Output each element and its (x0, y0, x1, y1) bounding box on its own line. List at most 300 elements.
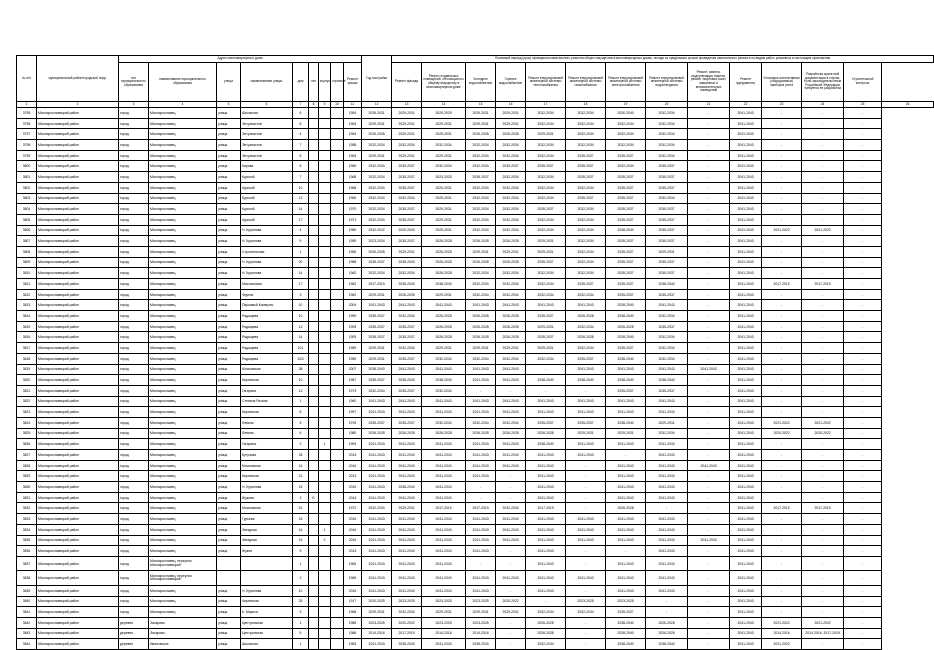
row-letter (309, 617, 319, 628)
row-street-name: К. Маркса (241, 607, 293, 618)
row-street-name: Н. Курилова (241, 585, 293, 596)
row-work-period: - (802, 257, 844, 268)
row-work-period: 2038-2040 (606, 300, 646, 311)
row-street-name: Курской (241, 193, 293, 204)
row-stroenie (331, 140, 344, 151)
row-work-period: 2032-2034 (362, 193, 392, 204)
row-number: 3829 (17, 471, 37, 482)
row-settlement-name: Малоярославец (149, 161, 217, 172)
row-settlement-name: Малоярославец (149, 585, 217, 596)
row-korpus (319, 214, 331, 225)
row-work-period: 2041-2043 (730, 236, 762, 247)
row-letter (309, 439, 319, 450)
row-letter (309, 311, 319, 322)
row-work-period: - (646, 503, 688, 514)
row-work-period: - (762, 172, 802, 183)
row-work-period: 2041-2043 (466, 460, 496, 471)
row-work-period: 2029-2031 (526, 321, 566, 332)
row-street-type: улица (217, 268, 241, 279)
row-korpus (319, 546, 331, 557)
row-work-period: 2032-2034 (392, 268, 422, 279)
row-work-period: - (688, 236, 730, 247)
row-street-name: Радищева (241, 353, 293, 364)
column-number: 26 (882, 102, 934, 108)
row-stroenie (331, 492, 344, 503)
row-stroenie (331, 375, 344, 386)
row-work-period: 2035-2037 (392, 182, 422, 193)
row-work-period: - (844, 428, 882, 439)
header-street-type: улица (217, 63, 241, 102)
column-number: 21 (688, 102, 730, 108)
row-work-period: 2032-2034 (526, 118, 566, 129)
row-number: 3802 (17, 182, 37, 193)
row-korpus (319, 585, 331, 596)
row-work-period: 2032-2034 (646, 150, 688, 161)
row-work-period: - (844, 482, 882, 493)
row-korpus (319, 385, 331, 396)
row-letter (309, 246, 319, 257)
row-district: Малоярославецкий район (37, 343, 119, 354)
row-work-period: 2035-2037 (392, 214, 422, 225)
row-number: 3825 (17, 428, 37, 439)
row-work-period: - (844, 375, 882, 386)
row-work-period: 2041-2043 (646, 482, 688, 493)
row-year-built: 2015 (344, 482, 362, 493)
column-number: 9 (319, 102, 331, 108)
row-street-type (217, 556, 241, 571)
row-work-period: - (762, 332, 802, 343)
row-work-period: - (802, 460, 844, 471)
row-work-period: 2038-2040 (606, 332, 646, 343)
row-stroenie (331, 524, 344, 535)
row-work-period: 2026-2028 (646, 617, 688, 628)
row-number: 3803 (17, 193, 37, 204)
row-work-period: 2026-2028 (466, 129, 496, 140)
row-number: 3842 (17, 617, 37, 628)
row-number: 3810 (17, 268, 37, 279)
row-letter (309, 375, 319, 386)
row-stroenie (331, 607, 344, 618)
row-work-period: - (762, 236, 802, 247)
row-work-period: 2029-2031 (392, 246, 422, 257)
row-street-name: Кутузова (241, 450, 293, 461)
row-work-period: 2032-2034 (466, 289, 496, 300)
row-work-period: 2029-2031 (362, 118, 392, 129)
row-work-period: 2041-2043 (730, 428, 762, 439)
row-stroenie (331, 503, 344, 514)
row-work-period: - (844, 546, 882, 557)
row-district: Малоярославецкий район (37, 571, 119, 586)
row-work-period: - (802, 571, 844, 586)
row-work-period: 2032-2034 (496, 214, 526, 225)
row-work-period: 2041-2043 (496, 407, 526, 418)
row-work-period: - (762, 118, 802, 129)
row-work-period: - (802, 321, 844, 332)
row-work-period: 2041-2043 (730, 471, 762, 482)
row-letter (309, 300, 319, 311)
row-work-period: 2038-2040 (392, 375, 422, 386)
row-street-type: улица (217, 236, 241, 247)
row-street-type: улица (217, 460, 241, 471)
row-street-name: Н. Курилова (241, 482, 293, 493)
row-year-built: 1965 (344, 193, 362, 204)
row-work-period: 2038-2040 (392, 279, 422, 290)
row-settlement-name: Малоярославец (149, 311, 217, 322)
row-work-period: - (526, 364, 566, 375)
row-year-built: 1973 (344, 385, 362, 396)
row-work-period: - (688, 129, 730, 140)
row-work-period: 2041-2043 (362, 492, 392, 503)
row-settlement-name: Малоярославец (149, 300, 217, 311)
row-work-period: - (802, 407, 844, 418)
row-work-period: 2026-2028 (496, 332, 526, 343)
table-row (17, 214, 934, 225)
row-work-period: 2041-2043 (526, 492, 566, 503)
row-korpus (319, 396, 331, 407)
row-work-period: 2041-2043 (526, 524, 566, 535)
row-work-period: 2038-2040 (526, 439, 566, 450)
row-work-period: 2032-2034 (526, 225, 566, 236)
header-work-group: Плановый период (срок) проведения капитального ремонта общего имущества в многоквартирных домах, исходя из предельных сроков проведения капитального ремонта по видам работ, указанных в настоящем приложении (392, 56, 934, 63)
row-work-period: 2041-2043 (566, 396, 606, 407)
row-work-period: 2041-2043 (730, 524, 762, 535)
row-stroenie (331, 628, 344, 639)
row-district: Малоярославецкий район (37, 407, 119, 418)
row-work-period: 2035-2037 (392, 172, 422, 183)
row-work-period: 2032-2034 (566, 108, 606, 119)
row-work-period: - (606, 546, 646, 557)
row-work-period: 2038-2040 (392, 482, 422, 493)
row-work-period: 2032-2034 (466, 417, 496, 428)
row-settlement-name: Малоярославец (149, 150, 217, 161)
row-stroenie (331, 546, 344, 557)
column-number: 13 (392, 102, 422, 108)
row-settlement-name: Ивановское (149, 639, 217, 650)
column-number: 3 (119, 102, 149, 108)
row-work-period: 2035-2037 (646, 268, 688, 279)
row-work-period: - (688, 585, 730, 596)
column-number: 24 (802, 102, 844, 108)
row-work-period: - (844, 108, 882, 119)
row-year-built: 2013 (344, 546, 362, 557)
row-letter (309, 193, 319, 204)
row-settlement-type: город (119, 375, 149, 386)
header-settlement-type: тип муниципального образования (119, 63, 149, 102)
row-work-period: 2026-2028 (466, 311, 496, 322)
row-street-name: Гурьева (241, 514, 293, 525)
row-work-period: 2032-2034 (466, 225, 496, 236)
row-work-period: - (844, 417, 882, 428)
row-korpus (319, 482, 331, 493)
header-house: дом (293, 63, 309, 102)
row-work-period: 2041-2043 (526, 450, 566, 461)
row-work-period: 2035-2037 (646, 385, 688, 396)
row-number: 3838 (17, 571, 37, 586)
row-stroenie (331, 193, 344, 204)
row-work-period: 2026-2028 (606, 503, 646, 514)
row-work-period: 2041-2043 (606, 364, 646, 375)
row-district: Малоярославецкий район (37, 617, 119, 628)
row-work-period: 2017-2019 (392, 628, 422, 639)
row-settlement-name: Малоярославец (149, 460, 217, 471)
row-work-period: 2017-2019 (762, 503, 802, 514)
row-number: 3841 (17, 607, 37, 618)
row-work-period: 2041-2043 (730, 556, 762, 571)
row-work-period: - (844, 385, 882, 396)
row-letter (309, 140, 319, 151)
table-row (17, 546, 934, 557)
row-house: 15 (293, 482, 309, 493)
row-district: Малоярославецкий район (37, 375, 119, 386)
row-korpus (319, 343, 331, 354)
row-work-period: 2041-2043 (646, 524, 688, 535)
row-work-period: 2041-2043 (730, 279, 762, 290)
row-korpus (319, 596, 331, 607)
row-work-period: - (802, 385, 844, 396)
row-work-period: - (496, 628, 526, 639)
row-work-period: 2026-2028 (526, 628, 566, 639)
row-work-period: 2032-2034 (606, 118, 646, 129)
row-work-period: 2041-2043 (606, 471, 646, 482)
row-settlement-name: Малоярославец (149, 257, 217, 268)
table-row (17, 204, 934, 215)
row-work-period: 2017-2019 (422, 503, 466, 514)
row-work-period: 2041-2043 (422, 482, 466, 493)
row-work-period: 2032-2034 (392, 311, 422, 322)
row-work-period: 2041-2043 (526, 546, 566, 557)
row-stroenie (331, 556, 344, 571)
row-work-period: 2041-2043 (646, 514, 688, 525)
row-work-period: 2041-2043 (466, 514, 496, 525)
row-work-period: 2041-2043 (730, 118, 762, 129)
row-korpus (319, 514, 331, 525)
row-work-period: 2032-2034 (566, 607, 606, 618)
row-stroenie (331, 439, 344, 450)
row-work-period: 2014-2016, 2017-2019 (802, 628, 844, 639)
row-settlement-type: город (119, 225, 149, 236)
row-work-period: 2041-2043 (526, 407, 566, 418)
row-work-period: - (566, 585, 606, 596)
row-district: Малоярославецкий район (37, 460, 119, 471)
row-work-period: - (466, 556, 496, 571)
row-work-period: - (762, 182, 802, 193)
row-work-period: 2032-2034 (606, 140, 646, 151)
row-work-period: - (844, 204, 882, 215)
row-stroenie (331, 236, 344, 247)
row-house: 2 (293, 439, 309, 450)
row-work-period: 2041-2043 (422, 556, 466, 571)
row-number: 3834 (17, 524, 37, 535)
row-work-period: - (802, 300, 844, 311)
row-work-period: 2035-2037 (526, 204, 566, 215)
row-work-period: - (646, 596, 688, 607)
row-work-period: 2032-2034 (646, 129, 688, 140)
row-work-period: - (844, 639, 882, 650)
row-settlement-type: город (119, 108, 149, 119)
row-year-built: 1962 (344, 268, 362, 279)
row-settlement-name: Малоярославец (149, 471, 217, 482)
table-row (17, 108, 934, 119)
row-work-period: 2023-2025 (422, 596, 466, 607)
column-number: 8 (309, 102, 319, 108)
row-settlement-type: город (119, 546, 149, 557)
row-work-period: - (802, 118, 844, 129)
row-settlement-name: Малоярославец (149, 407, 217, 418)
row-street-type: улица (217, 279, 241, 290)
row-number: 3828 (17, 460, 37, 471)
row-work-period: 2041-2043 (730, 439, 762, 450)
row-korpus (319, 182, 331, 193)
row-korpus (319, 364, 331, 375)
row-street-type: улица (217, 300, 241, 311)
row-work-period: - (688, 571, 730, 586)
row-stroenie (331, 471, 344, 482)
row-work-period: 2032-2034 (496, 150, 526, 161)
row-stroenie (331, 396, 344, 407)
row-district: Малоярославецкий район (37, 535, 119, 546)
row-work-period: - (688, 596, 730, 607)
row-work-period: 2041-2043 (362, 300, 392, 311)
row-number: 3843 (17, 628, 37, 639)
row-work-period: 2041-2043 (730, 257, 762, 268)
row-work-period: - (802, 471, 844, 482)
row-stroenie (331, 364, 344, 375)
row-work-period: - (688, 439, 730, 450)
row-work-period: - (802, 596, 844, 607)
row-settlement-name: Малоярославец (149, 514, 217, 525)
row-work-period: - (802, 364, 844, 375)
row-stroenie (331, 204, 344, 215)
row-work-period: 2041-2043 (646, 571, 688, 586)
row-year-built: 1987 (344, 375, 362, 386)
row-work-period: 2032-2034 (422, 385, 466, 396)
row-work-period: - (844, 129, 882, 140)
row-settlement-type: город (119, 503, 149, 514)
row-year-built: 1954 (344, 129, 362, 140)
table-row (17, 482, 934, 493)
row-work-period: 2038-2040 (466, 639, 496, 650)
row-stroenie (331, 639, 344, 650)
row-stroenie (331, 343, 344, 354)
table-row (17, 439, 934, 450)
row-street-name: Московская (241, 460, 293, 471)
row-number: 3822 (17, 396, 37, 407)
row-work-period: - (844, 150, 882, 161)
row-work-period: - (688, 492, 730, 503)
row-year-built: 2014 (344, 450, 362, 461)
row-stroenie (331, 321, 344, 332)
row-letter (309, 236, 319, 247)
row-letter (309, 556, 319, 571)
row-korpus: 2 (319, 535, 331, 546)
row-house: 4 (293, 225, 309, 236)
row-house: 14 (293, 204, 309, 215)
row-number: 3807 (17, 236, 37, 247)
row-work-period: 2035-2037 (526, 417, 566, 428)
row-district: Малоярославецкий район (37, 118, 119, 129)
row-work-period: 2041-2043 (392, 460, 422, 471)
row-work-period: - (762, 257, 802, 268)
row-work-period: 2029-2031 (526, 246, 566, 257)
row-work-period: - (466, 492, 496, 503)
row-street-name: Н. Курилова (241, 257, 293, 268)
row-year-built: 1971 (344, 214, 362, 225)
row-work-period: 2041-2043 (466, 546, 496, 557)
row-house: 12 (293, 321, 309, 332)
row-district: Малоярославецкий район (37, 417, 119, 428)
row-street-name: Гагарина (241, 439, 293, 450)
row-work-period: 2029-2031 (422, 607, 466, 618)
row-district: Малоярославецкий район (37, 450, 119, 461)
row-work-period: 2032-2034 (526, 268, 566, 279)
row-street-name: Н. Курилова (241, 225, 293, 236)
row-work-period: 2017-2019 (466, 503, 496, 514)
row-work-period: - (566, 460, 606, 471)
row-work-period: 2041-2043 (422, 639, 466, 650)
row-work-period: 2023-2025 (566, 596, 606, 607)
row-work-period: 2035-2037 (606, 343, 646, 354)
row-work-period: - (606, 450, 646, 461)
row-work-period: 2041-2043 (646, 396, 688, 407)
row-work-period: - (844, 571, 882, 586)
row-house: 14 (293, 268, 309, 279)
row-work-period: 2041-2043 (392, 450, 422, 461)
row-letter (309, 396, 319, 407)
header-meter-units: Установка коллективных (общедомовых) приборов учета (762, 63, 802, 102)
row-settlement-type: город (119, 428, 149, 439)
table-row (17, 193, 934, 204)
row-work-period: 2026-2028 (392, 428, 422, 439)
row-work-period: 2032-2034 (496, 503, 526, 514)
row-district: Малоярославецкий район (37, 279, 119, 290)
row-work-period: 2041-2043 (362, 460, 392, 471)
row-settlement-name: Малоярославец (149, 417, 217, 428)
row-work-period: - (688, 375, 730, 386)
row-settlement-type: город (119, 321, 149, 332)
row-stroenie (331, 332, 344, 343)
row-work-period: 2026-2028 (362, 428, 392, 439)
column-number: 14 (422, 102, 466, 108)
row-work-period: - (802, 439, 844, 450)
header-num: № п/п (17, 56, 37, 102)
row-korpus (319, 450, 331, 461)
row-letter (309, 482, 319, 493)
row-house: 28 (293, 450, 309, 461)
row-year-built: 1968 (344, 182, 362, 193)
row-korpus (319, 321, 331, 332)
row-stroenie (331, 182, 344, 193)
row-work-period: 2038-2040 (606, 417, 646, 428)
row-work-period: - (844, 492, 882, 503)
row-house: 9 (293, 546, 309, 557)
row-work-period: 2041-2043 (496, 364, 526, 375)
row-house: 4 (293, 129, 309, 140)
row-settlement-type: город (119, 450, 149, 461)
row-stroenie (331, 535, 344, 546)
row-work-period: 2041-2043 (688, 364, 730, 375)
row-street-type: улица (217, 546, 241, 557)
row-work-period: 2032-2034 (496, 172, 526, 183)
row-settlement-type: город (119, 140, 149, 151)
row-settlement-name: Малоярославец (149, 375, 217, 386)
row-work-period: - (762, 321, 802, 332)
row-work-period: - (802, 450, 844, 461)
row-year-built: 2007 (344, 364, 362, 375)
row-work-period: - (802, 492, 844, 503)
row-street-name: Маслоповая (241, 279, 293, 290)
row-work-period: 2041-2043 (362, 471, 392, 482)
row-work-period: 2041-2043 (730, 596, 762, 607)
